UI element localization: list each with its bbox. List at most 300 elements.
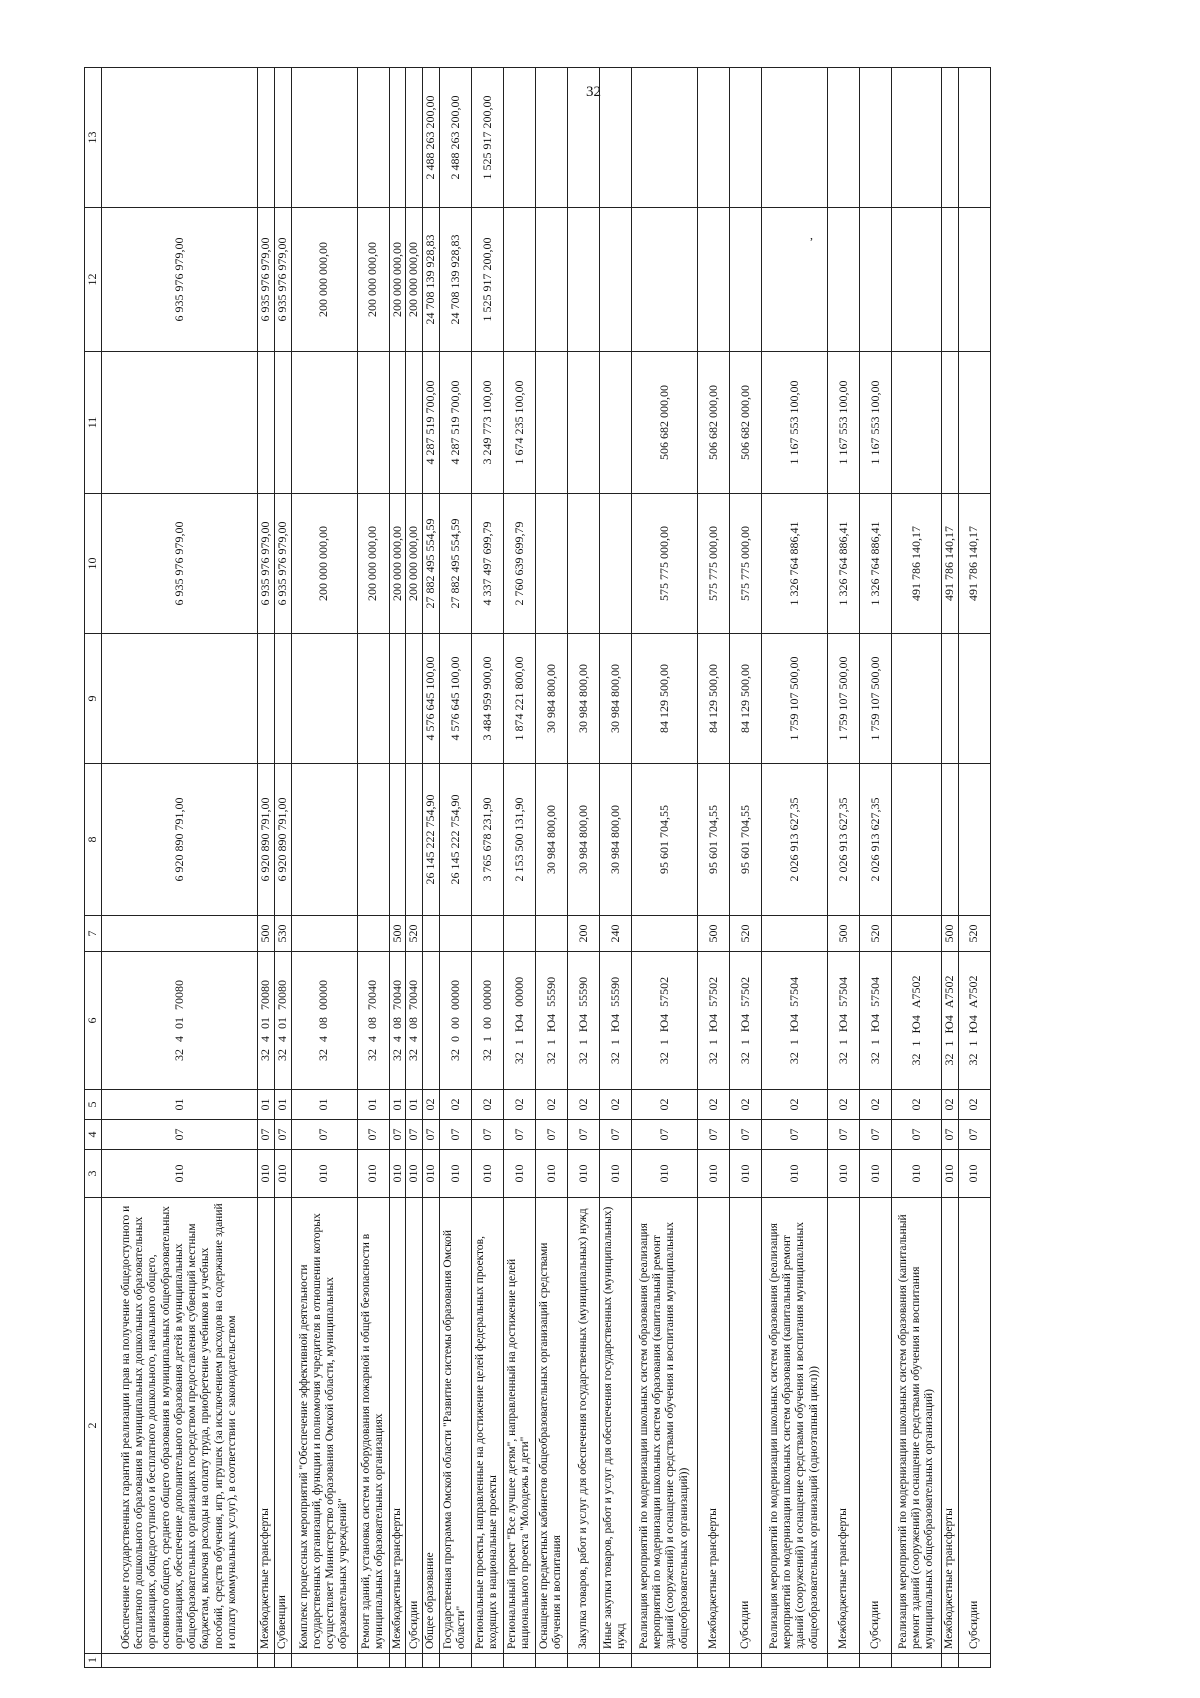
code-cell: 32 4 08 70040 bbox=[357, 952, 389, 1090]
amount-cell: 1 759 107 500,00 bbox=[761, 634, 827, 764]
row-name-cell: Государственная программа Омской области "Развитие системы образования Омской области" bbox=[439, 1198, 471, 1654]
amount-cell bbox=[891, 352, 941, 494]
amount-cell bbox=[357, 764, 389, 916]
row-name-cell: Комплекс процессных мероприятий "Обеспечение эффективной деятельности государственных организаций, функции и полномочия учредителя в отношении которых осуществляет Министерство образования Омской области, муниципальных образовательных учреждений" bbox=[291, 1198, 357, 1654]
amount-cell bbox=[761, 208, 827, 352]
table-row bbox=[357, 68, 389, 1668]
code-cell: 010 bbox=[697, 1150, 729, 1198]
row-name-cell: Субсидии bbox=[958, 1198, 990, 1654]
code-cell bbox=[439, 1654, 471, 1668]
code-cell bbox=[471, 1654, 503, 1668]
amount-cell bbox=[891, 68, 941, 208]
amount-cell bbox=[357, 352, 389, 494]
column-header: 12 bbox=[85, 208, 102, 352]
amount-cell: 6 935 976 979,00 bbox=[102, 494, 258, 634]
amount-cell: 506 682 000,00 bbox=[631, 352, 697, 494]
code-cell: 32 1 Ю4 57504 bbox=[761, 952, 827, 1090]
amount-cell bbox=[941, 68, 958, 208]
rotated-table-wrapper bbox=[84, 68, 1196, 1668]
amount-cell: 26 145 222 754,90 bbox=[423, 764, 440, 916]
row-name-cell: Субвенции bbox=[274, 1198, 291, 1654]
amount-cell: 200 000 000,00 bbox=[389, 208, 406, 352]
code-cell bbox=[567, 1654, 599, 1668]
code-cell: 07 bbox=[958, 1120, 990, 1150]
amount-cell bbox=[859, 68, 891, 208]
code-cell: 010 bbox=[567, 1150, 599, 1198]
column-header: 5 bbox=[85, 1090, 102, 1120]
amount-cell: 4 337 497 699,79 bbox=[471, 494, 503, 634]
amount-cell bbox=[958, 68, 990, 208]
amount-cell: 1 759 107 500,00 bbox=[859, 634, 891, 764]
row-name-cell: Ремонт зданий, установка систем и оборудования пожарной и общей безопасности в муниципальных образовательных организациях bbox=[357, 1198, 389, 1654]
amount-cell: 84 129 500,00 bbox=[697, 634, 729, 764]
code-cell: 32 0 00 00000 bbox=[439, 952, 471, 1090]
code-cell: 32 4 08 70040 bbox=[389, 952, 406, 1090]
column-header: 1 bbox=[85, 1654, 102, 1668]
row-name-cell: Межбюджетные трансферты bbox=[827, 1198, 859, 1654]
code-cell: 010 bbox=[535, 1150, 567, 1198]
code-cell: 07 bbox=[471, 1120, 503, 1150]
code-cell: 32 1 Ю4 57504 bbox=[859, 952, 891, 1090]
amount-cell: 2 488 263 200,00 bbox=[439, 68, 471, 208]
column-header: 11 bbox=[85, 352, 102, 494]
code-cell: 02 bbox=[503, 1090, 535, 1120]
code-cell: 02 bbox=[471, 1090, 503, 1120]
amount-cell bbox=[631, 208, 697, 352]
amount-cell bbox=[274, 634, 291, 764]
row-name-cell: Реализация мероприятий по модернизации школьных систем образования (реализация мероприятий по модернизации школьных систем образования (капитальный ремонт зданий (сооружений) и оснащение средствами обучения и воспитания муниципальных общеобразовательных организаций)) bbox=[631, 1198, 697, 1654]
amount-cell bbox=[567, 68, 599, 208]
amount-cell bbox=[567, 208, 599, 352]
amount-cell: 2 488 263 200,00 bbox=[423, 68, 440, 208]
table-row bbox=[859, 68, 891, 1668]
table-row bbox=[389, 68, 406, 1668]
code-cell bbox=[357, 916, 389, 952]
row-name-cell: Общее образование bbox=[423, 1198, 440, 1654]
amount-cell: 200 000 000,00 bbox=[357, 208, 389, 352]
table-row bbox=[258, 68, 275, 1668]
code-cell bbox=[423, 916, 440, 952]
amount-cell: 1 167 553 100,00 bbox=[761, 352, 827, 494]
amount-cell bbox=[859, 208, 891, 352]
amount-cell: 506 682 000,00 bbox=[729, 352, 761, 494]
page-number: 32 bbox=[586, 84, 601, 100]
column-header: 6 bbox=[85, 952, 102, 1090]
amount-cell bbox=[891, 634, 941, 764]
amount-cell bbox=[357, 634, 389, 764]
code-cell bbox=[631, 916, 697, 952]
code-cell: 500 bbox=[941, 916, 958, 952]
column-header: 13 bbox=[85, 68, 102, 208]
amount-cell: 4 576 645 100,00 bbox=[439, 634, 471, 764]
amount-cell bbox=[827, 208, 859, 352]
code-cell: 07 bbox=[631, 1120, 697, 1150]
amount-cell bbox=[891, 208, 941, 352]
amount-cell: 200 000 000,00 bbox=[406, 494, 423, 634]
table-row bbox=[471, 68, 503, 1668]
code-cell bbox=[471, 916, 503, 952]
amount-cell: 575 775 000,00 bbox=[631, 494, 697, 634]
amount-cell bbox=[102, 352, 258, 494]
amount-cell: 95 601 704,55 bbox=[697, 764, 729, 916]
code-cell: 01 bbox=[406, 1090, 423, 1120]
code-cell: 07 bbox=[389, 1120, 406, 1150]
row-name-cell: Региональные проекты, направленные на достижение целей федеральных проектов, входящих в национальные проекты bbox=[471, 1198, 503, 1654]
amount-cell bbox=[503, 208, 535, 352]
code-cell: 07 bbox=[891, 1120, 941, 1150]
amount-cell bbox=[535, 208, 567, 352]
code-cell: 520 bbox=[859, 916, 891, 952]
code-cell: 500 bbox=[258, 916, 275, 952]
table-row bbox=[535, 68, 567, 1668]
amount-cell bbox=[599, 352, 631, 494]
amount-cell: 1 167 553 100,00 bbox=[859, 352, 891, 494]
amount-cell: 3 765 678 231,90 bbox=[471, 764, 503, 916]
code-cell bbox=[102, 916, 258, 952]
code-cell bbox=[406, 1654, 423, 1668]
amount-cell: 1 326 764 886,41 bbox=[761, 494, 827, 634]
code-cell bbox=[439, 916, 471, 952]
code-cell: 010 bbox=[357, 1150, 389, 1198]
code-cell: 07 bbox=[274, 1120, 291, 1150]
code-cell: 010 bbox=[258, 1150, 275, 1198]
amount-cell: 4 576 645 100,00 bbox=[423, 634, 440, 764]
amount-cell bbox=[941, 634, 958, 764]
code-cell: 01 bbox=[357, 1090, 389, 1120]
amount-cell: 1 674 235 100,00 bbox=[503, 352, 535, 494]
amount-cell: 27 882 495 554,59 bbox=[423, 494, 440, 634]
code-cell: 32 1 Ю4 55590 bbox=[567, 952, 599, 1090]
code-cell: 07 bbox=[406, 1120, 423, 1150]
amount-cell: 6 920 890 791,00 bbox=[258, 764, 275, 916]
code-cell: 010 bbox=[761, 1150, 827, 1198]
row-name-cell: Межбюджетные трансферты bbox=[389, 1198, 406, 1654]
code-cell: 01 bbox=[102, 1090, 258, 1120]
code-cell: 07 bbox=[357, 1120, 389, 1150]
amount-cell bbox=[958, 634, 990, 764]
amount-cell bbox=[406, 764, 423, 916]
code-cell bbox=[697, 1654, 729, 1668]
code-cell: 520 bbox=[729, 916, 761, 952]
code-cell: 02 bbox=[599, 1090, 631, 1120]
code-cell: 32 4 01 70080 bbox=[274, 952, 291, 1090]
column-header: 2 bbox=[85, 1198, 102, 1654]
amount-cell bbox=[941, 208, 958, 352]
amount-cell: 4 287 519 700,00 bbox=[439, 352, 471, 494]
code-cell bbox=[423, 952, 440, 1090]
code-cell: 02 bbox=[439, 1090, 471, 1120]
code-cell bbox=[389, 1654, 406, 1668]
row-name-cell: Субсидии bbox=[859, 1198, 891, 1654]
amount-cell: 30 984 800,00 bbox=[535, 634, 567, 764]
amount-cell: 95 601 704,55 bbox=[631, 764, 697, 916]
code-cell: 02 bbox=[941, 1090, 958, 1120]
row-name-cell: Закупка товаров, работ и услуг для обеспечения государственных (муниципальных) нужд bbox=[567, 1198, 599, 1654]
amount-cell bbox=[258, 352, 275, 494]
amount-cell bbox=[827, 68, 859, 208]
amount-cell: 26 145 222 754,90 bbox=[439, 764, 471, 916]
amount-cell: 3 249 773 100,00 bbox=[471, 352, 503, 494]
table-row bbox=[958, 68, 990, 1668]
code-cell: 02 bbox=[827, 1090, 859, 1120]
amount-cell: 24 708 139 928,83 bbox=[439, 208, 471, 352]
table-row bbox=[697, 68, 729, 1668]
table-row bbox=[729, 68, 761, 1668]
code-cell: 07 bbox=[761, 1120, 827, 1150]
code-cell: 010 bbox=[941, 1150, 958, 1198]
amount-cell: 575 775 000,00 bbox=[729, 494, 761, 634]
amount-cell: 200 000 000,00 bbox=[291, 494, 357, 634]
amount-cell bbox=[102, 68, 258, 208]
amount-cell bbox=[291, 68, 357, 208]
code-cell: 530 bbox=[274, 916, 291, 952]
code-cell bbox=[535, 916, 567, 952]
row-name-cell: Субсидии bbox=[406, 1198, 423, 1654]
amount-cell: 1 326 764 886,41 bbox=[859, 494, 891, 634]
code-cell: 32 1 Ю4 55590 bbox=[599, 952, 631, 1090]
amount-cell bbox=[697, 208, 729, 352]
code-cell bbox=[631, 1654, 697, 1668]
code-cell: 02 bbox=[631, 1090, 697, 1120]
code-cell bbox=[859, 1654, 891, 1668]
code-cell bbox=[503, 916, 535, 952]
amount-cell: 6 935 976 979,00 bbox=[258, 208, 275, 352]
amount-cell: 95 601 704,55 bbox=[729, 764, 761, 916]
table-row bbox=[891, 68, 941, 1668]
amount-cell: 6 920 890 791,00 bbox=[102, 764, 258, 916]
code-cell: 07 bbox=[258, 1120, 275, 1150]
amount-cell: 491 786 140,17 bbox=[941, 494, 958, 634]
amount-cell: 2 760 639 699,79 bbox=[503, 494, 535, 634]
amount-cell: 30 984 800,00 bbox=[567, 634, 599, 764]
code-cell bbox=[357, 1654, 389, 1668]
code-cell: 32 4 08 00000 bbox=[291, 952, 357, 1090]
code-cell: 32 1 Ю4 55590 bbox=[535, 952, 567, 1090]
code-cell: 32 4 08 70040 bbox=[406, 952, 423, 1090]
amount-cell: 30 984 800,00 bbox=[567, 764, 599, 916]
code-cell: 010 bbox=[439, 1150, 471, 1198]
code-cell: 010 bbox=[102, 1150, 258, 1198]
code-cell: 010 bbox=[291, 1150, 357, 1198]
amount-cell: 6 935 976 979,00 bbox=[274, 208, 291, 352]
code-cell: 02 bbox=[567, 1090, 599, 1120]
code-cell: 07 bbox=[729, 1120, 761, 1150]
amount-cell: 506 682 000,00 bbox=[697, 352, 729, 494]
amount-cell bbox=[535, 494, 567, 634]
amount-cell bbox=[258, 634, 275, 764]
column-header: 7 bbox=[85, 916, 102, 952]
code-cell: 02 bbox=[891, 1090, 941, 1120]
row-name-cell: Субсидии bbox=[729, 1198, 761, 1654]
code-cell: 01 bbox=[274, 1090, 291, 1120]
amount-cell: 30 984 800,00 bbox=[599, 764, 631, 916]
code-cell: 32 1 Ю4 57502 bbox=[631, 952, 697, 1090]
code-cell bbox=[729, 1654, 761, 1668]
amount-cell bbox=[761, 68, 827, 208]
code-cell bbox=[274, 1654, 291, 1668]
code-cell: 02 bbox=[697, 1090, 729, 1120]
amount-cell: 4 287 519 700,00 bbox=[423, 352, 440, 494]
amount-cell bbox=[291, 764, 357, 916]
amount-cell bbox=[389, 352, 406, 494]
code-cell bbox=[891, 916, 941, 952]
amount-cell bbox=[958, 352, 990, 494]
code-cell bbox=[761, 1654, 827, 1668]
code-cell: 520 bbox=[958, 916, 990, 952]
amount-cell: 2 026 913 627,35 bbox=[859, 764, 891, 916]
amount-cell: 3 484 959 900,00 bbox=[471, 634, 503, 764]
code-cell: 02 bbox=[761, 1090, 827, 1120]
amount-cell bbox=[274, 68, 291, 208]
code-cell: 02 bbox=[729, 1090, 761, 1120]
code-cell: 02 bbox=[423, 1090, 440, 1120]
code-cell bbox=[503, 1654, 535, 1668]
code-cell: 07 bbox=[941, 1120, 958, 1150]
budget-table bbox=[84, 67, 991, 1668]
code-cell: 01 bbox=[291, 1090, 357, 1120]
amount-cell: 6 920 890 791,00 bbox=[274, 764, 291, 916]
code-cell: 010 bbox=[503, 1150, 535, 1198]
code-cell: 01 bbox=[389, 1090, 406, 1120]
table-row bbox=[503, 68, 535, 1668]
code-cell: 500 bbox=[697, 916, 729, 952]
amount-cell: 200 000 000,00 bbox=[357, 494, 389, 634]
code-cell: 010 bbox=[827, 1150, 859, 1198]
amount-cell: 200 000 000,00 bbox=[406, 208, 423, 352]
code-cell bbox=[291, 1654, 357, 1668]
code-cell: 32 1 Ю4 А7502 bbox=[941, 952, 958, 1090]
table-row bbox=[567, 68, 599, 1668]
row-name-cell: Реализация мероприятий по модернизации школьных систем образования (капитальный ремонт зданий (сооружений) и оснащение средствами обучения и воспитания муниципальных общеобразовательных организаций) bbox=[891, 1198, 941, 1654]
code-cell: 07 bbox=[859, 1120, 891, 1150]
table-row bbox=[761, 68, 827, 1668]
code-cell: 32 4 01 70080 bbox=[258, 952, 275, 1090]
amount-cell: 1 326 764 886,41 bbox=[827, 494, 859, 634]
code-cell: 32 1 Ю4 А7502 bbox=[891, 952, 941, 1090]
code-cell: 07 bbox=[291, 1120, 357, 1150]
amount-cell: 1 525 917 200,00 bbox=[471, 208, 503, 352]
code-cell: 07 bbox=[439, 1120, 471, 1150]
stray-mark: , bbox=[810, 228, 813, 242]
amount-cell bbox=[697, 68, 729, 208]
amount-cell: 491 786 140,17 bbox=[891, 494, 941, 634]
amount-cell: 84 129 500,00 bbox=[631, 634, 697, 764]
code-cell: 010 bbox=[729, 1150, 761, 1198]
code-cell bbox=[291, 916, 357, 952]
amount-cell bbox=[599, 68, 631, 208]
amount-cell bbox=[291, 634, 357, 764]
row-name-cell: Обеспечение государственных гарантий реализации прав на получение общедоступного и бесплатного дошкольного образования в муниципальных дошкольных образовательных организациях, общедоступного и бесплатного дошкольного, начального общего, основного общего, среднего общего образования в муниципальных общеобразовательных организациях, обеспечение дополнительного образования детей в муниципальных общеобразовательных организациях посредством предоставления субвенций местным бюджетам, включая расходы на оплату труда, приобретение учебников и учебных пособий, средств обучения, игр, игрушек (за исключением расходов на содержание зданий и оплату коммунальных услуг), в соответствии с законодательством bbox=[102, 1198, 258, 1654]
amount-cell: 2 026 913 627,35 bbox=[761, 764, 827, 916]
table-row bbox=[941, 68, 958, 1668]
amount-cell bbox=[258, 68, 275, 208]
table-row bbox=[406, 68, 423, 1668]
amount-cell bbox=[631, 68, 697, 208]
code-cell: 02 bbox=[859, 1090, 891, 1120]
table-row bbox=[274, 68, 291, 1668]
code-cell: 010 bbox=[958, 1150, 990, 1198]
amount-cell: 6 935 976 979,00 bbox=[102, 208, 258, 352]
code-cell: 32 1 Ю4 57502 bbox=[729, 952, 761, 1090]
amount-cell bbox=[599, 208, 631, 352]
table-row bbox=[423, 68, 440, 1668]
amount-cell: 575 775 000,00 bbox=[697, 494, 729, 634]
amount-cell bbox=[958, 208, 990, 352]
table-row bbox=[599, 68, 631, 1668]
code-cell: 32 1 00 00000 bbox=[471, 952, 503, 1090]
column-number-row bbox=[85, 68, 102, 1668]
column-header: 3 bbox=[85, 1150, 102, 1198]
code-cell bbox=[535, 1654, 567, 1668]
amount-cell bbox=[729, 208, 761, 352]
amount-cell bbox=[941, 764, 958, 916]
code-cell: 07 bbox=[599, 1120, 631, 1150]
amount-cell bbox=[567, 494, 599, 634]
amount-cell: 6 935 976 979,00 bbox=[258, 494, 275, 634]
amount-cell bbox=[389, 68, 406, 208]
code-cell: 010 bbox=[599, 1150, 631, 1198]
code-cell: 500 bbox=[389, 916, 406, 952]
amount-cell: 24 708 139 928,83 bbox=[423, 208, 440, 352]
code-cell: 07 bbox=[102, 1120, 258, 1150]
code-cell bbox=[599, 1654, 631, 1668]
code-cell: 02 bbox=[535, 1090, 567, 1120]
table-row bbox=[102, 68, 258, 1668]
table-row bbox=[439, 68, 471, 1668]
amount-cell bbox=[389, 634, 406, 764]
code-cell: 010 bbox=[471, 1150, 503, 1198]
amount-cell bbox=[406, 68, 423, 208]
code-cell: 32 4 01 70080 bbox=[102, 952, 258, 1090]
amount-cell: 2 026 913 627,35 bbox=[827, 764, 859, 916]
code-cell: 07 bbox=[535, 1120, 567, 1150]
code-cell: 01 bbox=[258, 1090, 275, 1120]
code-cell: 07 bbox=[423, 1120, 440, 1150]
amount-cell bbox=[958, 764, 990, 916]
code-cell bbox=[891, 1654, 941, 1668]
row-name-cell: Межбюджетные трансферты bbox=[697, 1198, 729, 1654]
column-header: 10 bbox=[85, 494, 102, 634]
row-name-cell: Оснащение предметных кабинетов общеобразовательных организаций средствами обучения и воспитания bbox=[535, 1198, 567, 1654]
code-cell: 02 bbox=[958, 1090, 990, 1120]
code-cell: 07 bbox=[697, 1120, 729, 1150]
column-header: 4 bbox=[85, 1120, 102, 1150]
amount-cell bbox=[102, 634, 258, 764]
table-row bbox=[291, 68, 357, 1668]
code-cell bbox=[941, 1654, 958, 1668]
code-cell: 07 bbox=[567, 1120, 599, 1150]
code-cell: 010 bbox=[274, 1150, 291, 1198]
amount-cell: 1 167 553 100,00 bbox=[827, 352, 859, 494]
amount-cell bbox=[891, 764, 941, 916]
amount-cell: 30 984 800,00 bbox=[599, 634, 631, 764]
amount-cell bbox=[567, 352, 599, 494]
code-cell: 010 bbox=[891, 1150, 941, 1198]
row-name-cell: Межбюджетные трансферты bbox=[258, 1198, 275, 1654]
amount-cell: 200 000 000,00 bbox=[291, 208, 357, 352]
amount-cell bbox=[535, 68, 567, 208]
amount-cell bbox=[503, 68, 535, 208]
row-name-cell: Региональный проект "Все лучшее детям", направленный на достижение целей национального проекта "Молодежь и дети" bbox=[503, 1198, 535, 1654]
column-header: 8 bbox=[85, 764, 102, 916]
amount-cell: 6 935 976 979,00 bbox=[274, 494, 291, 634]
code-cell: 010 bbox=[631, 1150, 697, 1198]
amount-cell bbox=[389, 764, 406, 916]
amount-cell bbox=[941, 352, 958, 494]
amount-cell: 30 984 800,00 bbox=[535, 764, 567, 916]
column-header: 9 bbox=[85, 634, 102, 764]
amount-cell: 1 759 107 500,00 bbox=[827, 634, 859, 764]
